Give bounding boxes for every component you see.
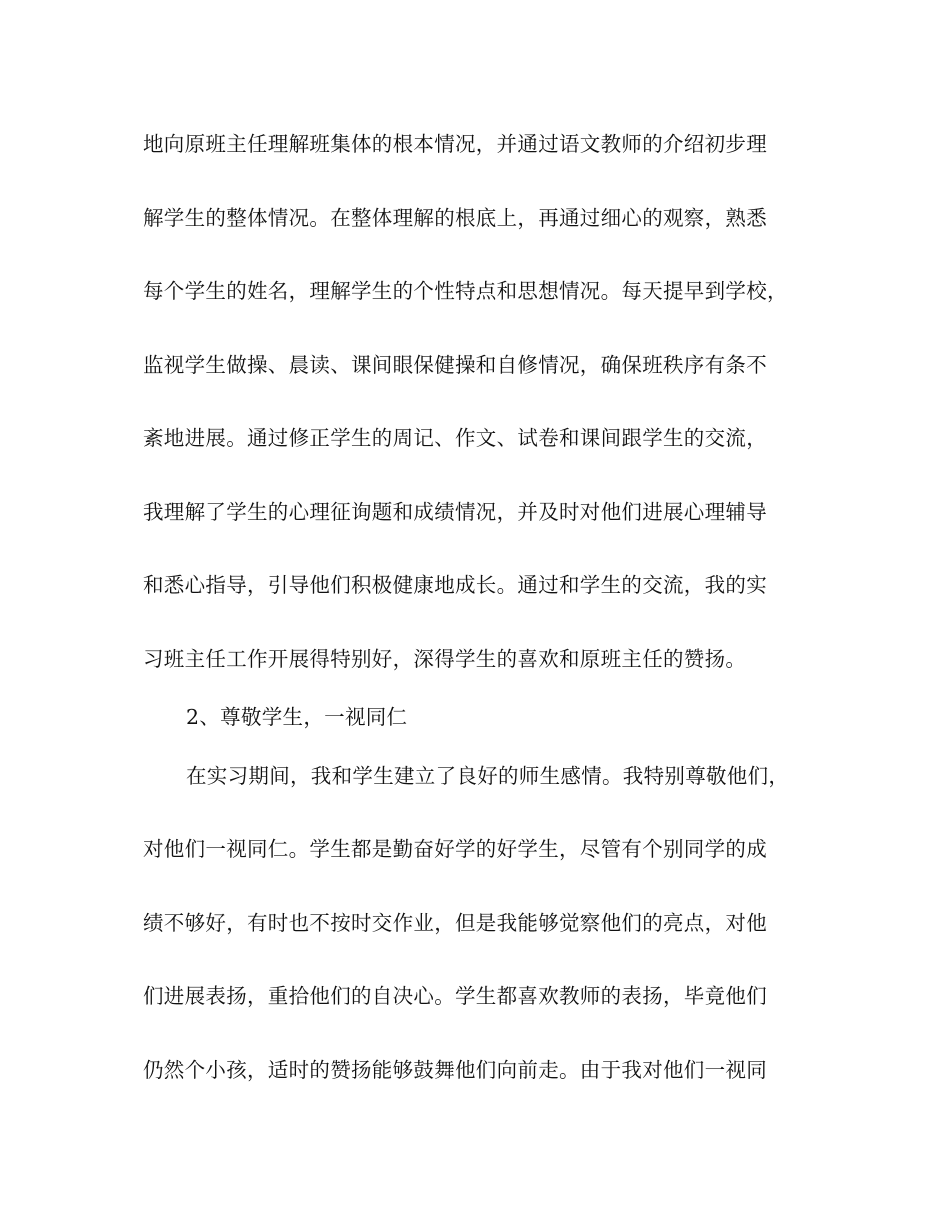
section-heading: 2、尊敬学生，一视同仁 [186,705,408,729]
paragraph-line: 地向原班主任理解班集体的根本情况，并通过语文教师的介绍初步理 [143,132,767,156]
paragraph-line: 和悉心指导，引导他们积极健康地成长。通过和学生的交流，我的实 [143,573,767,597]
paragraph-line: 每个学生的姓名，理解学生的个性特点和思想情况。每天提早到学校， [143,279,788,303]
paragraph-line: 监视学生做操、晨读、课间眼保健操和自修情况，确保班秩序有条不 [143,353,767,377]
paragraph-line: 绩不够好，有时也不按时交作业，但是我能够觉察他们的亮点，对他 [143,911,767,935]
paragraph-line: 仍然个小孩，适时的赞扬能够鼓舞他们向前走。由于我对他们一视同 [143,1058,767,1082]
paragraph-line: 在实习期间，我和学生建立了良好的师生感情。我特别尊敬他们， [186,764,790,788]
paragraph-line: 们进展表扬，重拾他们的自决心。学生都喜欢教师的表扬，毕竟他们 [143,984,767,1008]
paragraph-line: 对他们一视同仁。学生都是勤奋好学的好学生，尽管有个别同学的成 [143,837,767,861]
paragraph-line: 习班主任工作开展得特别好，深得学生的喜欢和原班主任的赞扬。 [143,647,747,671]
paragraph-line: 解学生的整体情况。在整体理解的根底上，再通过细心的观察，熟悉 [143,206,767,230]
paragraph-line: 我理解了学生的心理征询题和成绩情况，并及时对他们进展心理辅导 [143,500,767,524]
paragraph-line: 紊地进展。通过修正学生的周记、作文、试卷和课间跟学生的交流， [143,426,767,450]
